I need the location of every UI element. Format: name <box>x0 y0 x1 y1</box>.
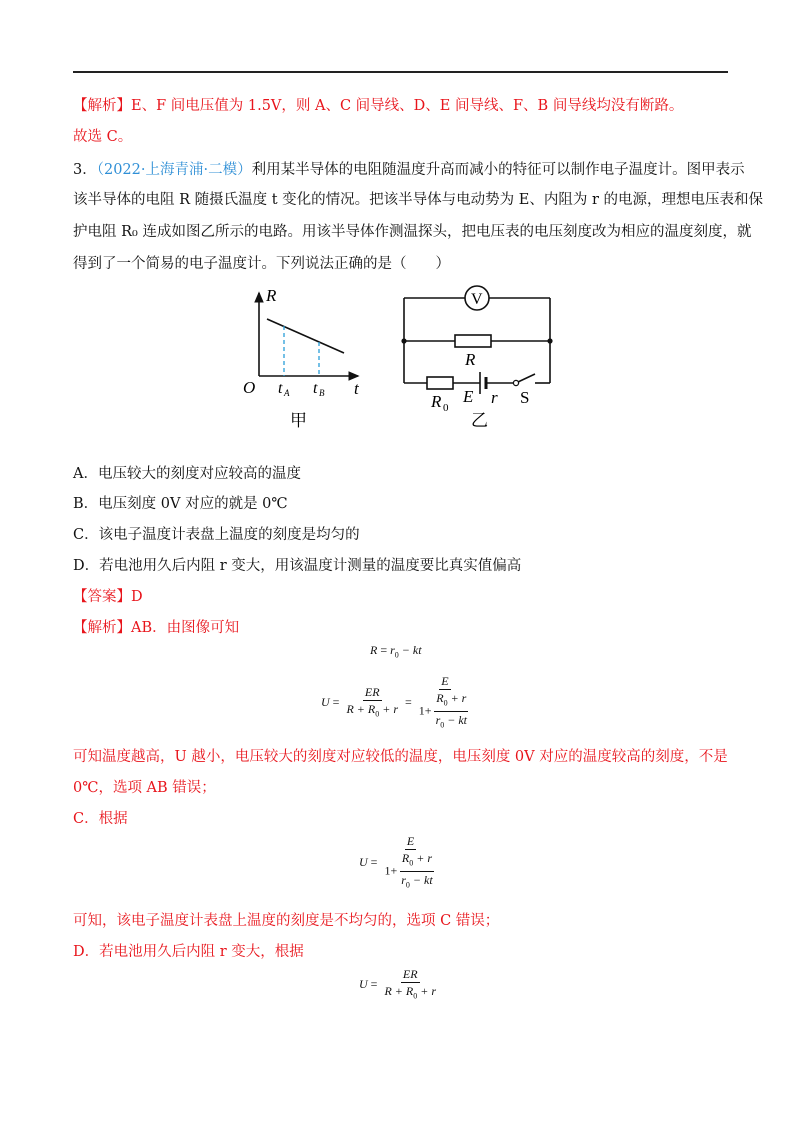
caption-jia: 甲 <box>290 411 307 431</box>
resistor-r-label: R <box>465 350 476 369</box>
equation-r: $R = r_0$ − kt <box>370 643 422 660</box>
switch-pivot <box>513 380 518 385</box>
switch-blade <box>518 374 535 382</box>
analysis-tag: 【解析】 <box>73 620 131 636</box>
figure-jia-graph <box>240 283 370 433</box>
equation-u-full: U = $\frac{ER}{R + R_0 + r}$ = E 1+ $\frac{R_0 + r}{r_0 - kt}$ <box>321 674 467 730</box>
question-number: 3． <box>73 162 97 178</box>
option-b: B．电压刻度 0V 对应的就是 0℃ <box>73 496 288 512</box>
tick-ta: t <box>278 380 283 397</box>
answer-line <box>73 586 143 608</box>
figure-yi-circuit <box>395 283 565 433</box>
conclusion-ab-2: 0℃，选项 AB 错误； <box>73 780 216 796</box>
equation-u-d: U = $\frac{ER}{R + R_0 + r}$ <box>359 967 436 1001</box>
y-axis-label: R <box>266 286 277 305</box>
switch-label: S <box>520 388 530 407</box>
origin-label: O <box>243 378 256 397</box>
question-line-1 <box>73 159 745 181</box>
question-text-1: 利用某半导体的电阻随温度升高而减小的特征可以制作电子温度计。图甲表示 <box>251 162 745 178</box>
tick-tb: t <box>313 380 318 397</box>
emf-label: E <box>463 387 474 406</box>
option-c: C．该电子温度计表盘上温度的刻度是均匀的 <box>73 527 360 543</box>
question-line-3: 护电阻 R₀ 连成如图乙所示的电路。用该半导体作测温探头，把电压表的电压刻度改为相应的温度刻度，就 <box>73 224 752 240</box>
analysis-ab-intro-line <box>73 617 239 639</box>
resistor-r <box>455 335 491 347</box>
analysis-c-intro: C．根据 <box>73 811 128 827</box>
internal-r-label: r <box>491 388 498 407</box>
prev-analysis <box>73 95 683 117</box>
option-a: A．电压较大的刻度对应较高的温度 <box>73 466 301 482</box>
conclusion-c: 可知，该电子温度计表盘上温度的刻度是不均匀的，选项 C 错误； <box>73 913 500 929</box>
answer-tag: 【答案】 <box>73 589 131 605</box>
question-source: （2022·上海青浦·二模） <box>96 162 252 178</box>
x-axis-label: t <box>354 379 359 398</box>
prev-analysis-text: E、F 间电压值为 1.5V，则 A、C 间导线、D、E 间导线、F、B 间导线均没有断路。 <box>131 98 684 114</box>
question-line-2: 该半导体的电阻 R 随摄氏温度 t 变化的情况。把该半导体与电动势为 E、内阻为 r 的电源，理想电压表和保 <box>73 192 764 208</box>
analysis-d-intro: D．若电池用久后内阻 r 变大，根据 <box>73 944 304 960</box>
conclusion-ab-1: 可知温度越高，U 越小，电压较大的刻度对应较低的温度，电压刻度 0V 对应的温度较高的刻度，不是 <box>73 749 728 765</box>
r-t-line <box>267 319 344 353</box>
caption-yi: 乙 <box>471 411 488 431</box>
prev-conclusion: 故选 C。 <box>73 129 133 145</box>
analysis-ab-intro: AB．由图像可知 <box>131 620 240 636</box>
option-d: D．若电池用久后内阻 r 变大，用该温度计测量的温度要比真实值偏高 <box>73 558 522 574</box>
equation-u-c: U = E 1+ $\frac{R_0 + r}{r_0 - kt}$ <box>359 834 433 890</box>
resistor-r0-label: R <box>431 392 442 411</box>
resistor-r0-sub: 0 <box>443 402 449 414</box>
voltmeter-label: V <box>471 291 483 308</box>
question-line-4: 得到了一个简易的电子温度计。下列说法正确的是（ ） <box>73 256 450 272</box>
resistor-r0 <box>427 377 453 389</box>
prev-analysis-tag: 【解析】 <box>73 98 131 114</box>
answer-value: D <box>131 589 143 605</box>
tick-ta-sub: A <box>284 388 290 398</box>
header-rule <box>73 71 728 73</box>
tick-tb-sub: B <box>319 388 325 398</box>
